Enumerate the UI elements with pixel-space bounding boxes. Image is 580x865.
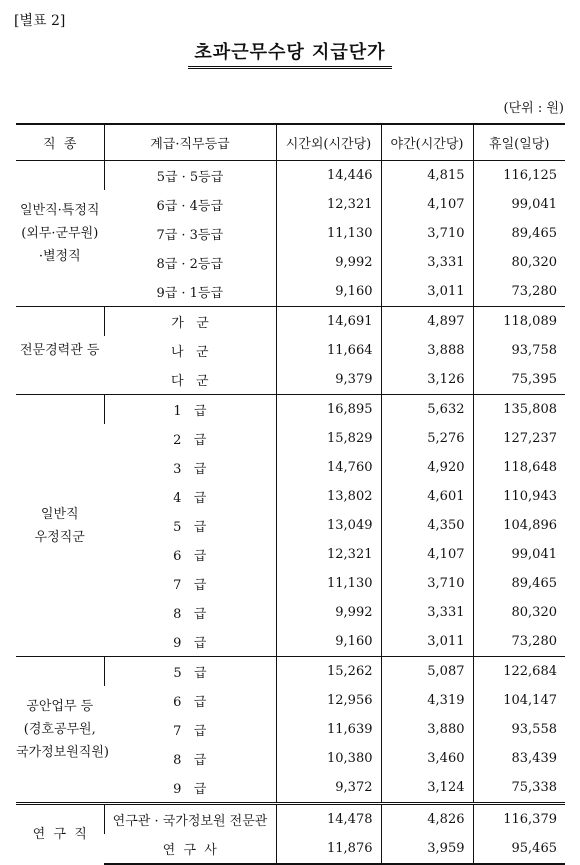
document-label: [별표 2] bbox=[14, 13, 66, 29]
overtime-cell: 9,992 bbox=[276, 598, 381, 627]
grade-cell: 9 급 bbox=[173, 636, 207, 651]
holiday-cell: 93,758 bbox=[473, 336, 565, 365]
title-container bbox=[0, 38, 580, 69]
category-cell bbox=[16, 804, 104, 865]
holiday-cell: 116,379 bbox=[473, 804, 565, 835]
holiday-cell: 99,041 bbox=[473, 540, 565, 569]
overtime-cell: 14,691 bbox=[276, 307, 381, 337]
holiday-cell: 104,147 bbox=[473, 686, 565, 715]
grade-cell: 5 급 bbox=[173, 520, 207, 535]
grade-cell: 5급 · 5등급 bbox=[104, 161, 276, 191]
holiday-cell: 75,395 bbox=[473, 365, 565, 395]
grade-cell: 8 급 bbox=[173, 753, 207, 768]
overtime-cell: 14,478 bbox=[276, 804, 381, 835]
holiday-cell: 122,684 bbox=[473, 657, 565, 687]
table-row bbox=[16, 395, 565, 425]
night-cell: 3,011 bbox=[381, 277, 473, 307]
holiday-cell: 99,041 bbox=[473, 190, 565, 219]
holiday-cell: 127,237 bbox=[473, 424, 565, 453]
category-line: 연 구 직 bbox=[32, 827, 87, 842]
table-row bbox=[16, 804, 565, 835]
holiday-cell: 73,280 bbox=[473, 277, 565, 307]
overtime-cell: 9,160 bbox=[276, 277, 381, 307]
night-cell: 3,126 bbox=[381, 365, 473, 395]
table-row bbox=[16, 307, 565, 337]
grade-cell: 8급 · 2등급 bbox=[156, 257, 224, 272]
grade-cell: 연구관 · 국가정보원 전문관 bbox=[104, 804, 276, 835]
night-cell: 4,920 bbox=[381, 453, 473, 482]
overtime-cell: 10,380 bbox=[276, 744, 381, 773]
holiday-cell: 73,280 bbox=[473, 627, 565, 657]
grade-cell: 9 급 bbox=[173, 782, 207, 797]
overtime-cell: 13,049 bbox=[276, 511, 381, 540]
night-cell: 3,331 bbox=[381, 248, 473, 277]
holiday-cell: 110,943 bbox=[473, 482, 565, 511]
overtime-cell: 16,895 bbox=[276, 395, 381, 425]
category-line: 전문경력관 등 bbox=[20, 343, 100, 358]
holiday-cell: 118,648 bbox=[473, 453, 565, 482]
overtime-cell: 11,130 bbox=[276, 219, 381, 248]
night-cell: 3,888 bbox=[381, 336, 473, 365]
category-line: (경호공무원, bbox=[23, 722, 96, 737]
category-line: 국가정보원직원) bbox=[16, 745, 109, 760]
holiday-cell: 104,896 bbox=[473, 511, 565, 540]
night-cell: 4,350 bbox=[381, 511, 473, 540]
overtime-cell: 11,130 bbox=[276, 569, 381, 598]
overtime-cell: 9,379 bbox=[276, 365, 381, 395]
unit-note: (단위 : 원) bbox=[503, 101, 564, 116]
night-cell: 5,087 bbox=[381, 657, 473, 687]
night-cell: 3,011 bbox=[381, 627, 473, 657]
night-cell: 4,319 bbox=[381, 686, 473, 715]
grade-cell: 2 급 bbox=[173, 433, 207, 448]
holiday-cell: 75,338 bbox=[473, 773, 565, 804]
grade-cell: 6급 · 4등급 bbox=[156, 199, 224, 214]
overtime-cell: 12,956 bbox=[276, 686, 381, 715]
category-cell bbox=[16, 657, 109, 804]
grade-cell: 6 급 bbox=[173, 695, 207, 710]
holiday-cell: 80,320 bbox=[473, 248, 565, 277]
category-cell bbox=[16, 161, 104, 307]
night-cell: 3,710 bbox=[381, 569, 473, 598]
grade-cell: 5 급 bbox=[104, 657, 276, 687]
night-cell: 3,460 bbox=[381, 744, 473, 773]
overtime-cell: 12,321 bbox=[276, 540, 381, 569]
category-cell bbox=[16, 395, 104, 657]
night-cell: 5,632 bbox=[381, 395, 473, 425]
overtime-cell: 11,876 bbox=[276, 834, 381, 864]
holiday-cell: 89,465 bbox=[473, 219, 565, 248]
holiday-cell: 116,125 bbox=[473, 161, 565, 191]
holiday-cell: 118,089 bbox=[473, 307, 565, 337]
category-cell bbox=[16, 307, 104, 395]
overtime-cell: 9,992 bbox=[276, 248, 381, 277]
night-cell: 4,826 bbox=[381, 804, 473, 835]
grade-cell: 7급 · 3등급 bbox=[156, 228, 224, 243]
night-cell: 3,710 bbox=[381, 219, 473, 248]
grade-cell: 나 군 bbox=[170, 345, 209, 360]
holiday-cell: 135,808 bbox=[473, 395, 565, 425]
overtime-cell: 9,372 bbox=[276, 773, 381, 804]
overtime-cell: 11,639 bbox=[276, 715, 381, 744]
category-line: 공안업무 등 bbox=[26, 699, 94, 714]
holiday-cell: 95,465 bbox=[473, 834, 565, 864]
night-cell: 4,897 bbox=[381, 307, 473, 337]
holiday-cell: 83,439 bbox=[473, 744, 565, 773]
table-row bbox=[16, 657, 565, 687]
overtime-cell: 13,802 bbox=[276, 482, 381, 511]
night-cell: 4,815 bbox=[381, 161, 473, 191]
grade-cell: 6 급 bbox=[173, 549, 207, 564]
overtime-cell: 14,760 bbox=[276, 453, 381, 482]
category-line: 우정직군 bbox=[34, 529, 85, 545]
night-cell: 5,276 bbox=[381, 424, 473, 453]
header-job-type: 직 종 bbox=[16, 124, 104, 161]
night-cell: 3,880 bbox=[381, 715, 473, 744]
grade-cell: 7 급 bbox=[173, 578, 207, 593]
category-line: 일반직 bbox=[40, 506, 79, 522]
category-line: 일반직·특정직 bbox=[20, 203, 100, 218]
category-line: ·별정직 bbox=[38, 249, 81, 264]
table-row bbox=[16, 161, 565, 191]
category-line: (외무·군무원) bbox=[21, 226, 99, 241]
overtime-cell: 14,446 bbox=[276, 161, 381, 191]
grade-cell: 연 구 사 bbox=[104, 834, 276, 864]
header-holiday: 휴일(일당) bbox=[473, 124, 565, 161]
grade-cell: 가 군 bbox=[104, 307, 276, 337]
night-cell: 3,124 bbox=[381, 773, 473, 804]
overtime-cell: 15,829 bbox=[276, 424, 381, 453]
grade-cell: 3 급 bbox=[173, 462, 207, 477]
night-cell: 4,601 bbox=[381, 482, 473, 511]
grade-cell: 1 급 bbox=[104, 395, 276, 425]
allowance-table bbox=[16, 123, 565, 865]
grade-cell: 7 급 bbox=[173, 724, 207, 739]
header-night: 야간(시간당) bbox=[381, 124, 473, 161]
overtime-cell: 15,262 bbox=[276, 657, 381, 687]
night-cell: 4,107 bbox=[381, 190, 473, 219]
overtime-cell: 12,321 bbox=[276, 190, 381, 219]
table-header-row bbox=[16, 124, 565, 161]
overtime-cell: 9,160 bbox=[276, 627, 381, 657]
grade-cell: 4 급 bbox=[173, 491, 207, 506]
grade-cell: 8 급 bbox=[173, 607, 207, 622]
grade-cell: 다 군 bbox=[170, 374, 209, 389]
header-grade: 계급·직무등급 bbox=[104, 124, 276, 161]
night-cell: 3,331 bbox=[381, 598, 473, 627]
grade-cell: 9급 · 1등급 bbox=[156, 286, 224, 301]
holiday-cell: 93,558 bbox=[473, 715, 565, 744]
page-title: 초과근무수당 지급단가 bbox=[188, 38, 391, 69]
holiday-cell: 80,320 bbox=[473, 598, 565, 627]
table-body bbox=[16, 161, 565, 865]
night-cell: 3,959 bbox=[381, 834, 473, 864]
overtime-cell: 11,664 bbox=[276, 336, 381, 365]
holiday-cell: 89,465 bbox=[473, 569, 565, 598]
night-cell: 4,107 bbox=[381, 540, 473, 569]
header-overtime: 시간외(시간당) bbox=[276, 124, 381, 161]
